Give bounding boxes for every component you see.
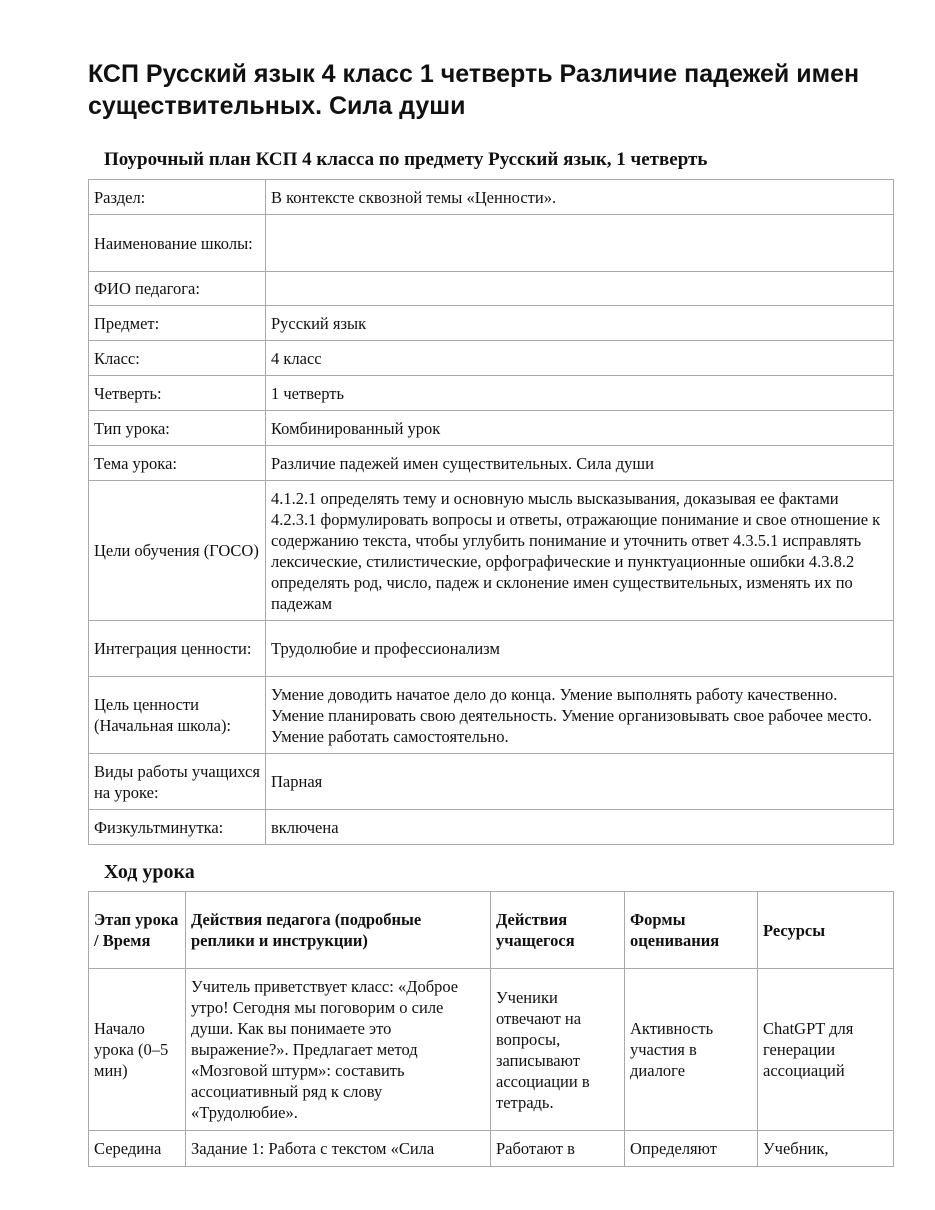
row-label: Физкультминутка:	[89, 810, 266, 845]
teacher-actions-cell: Учитель приветствует класс: «Доброе утро! Сегодня мы поговорим о силе души. Как вы понимаете это выражение?». Предлагает метод «Мозговой штурм»: составить ассоциативный ряд к слову «Трудолюбие».	[186, 969, 491, 1131]
table-row	[89, 411, 894, 446]
table-row	[89, 1131, 894, 1167]
table-row	[89, 376, 894, 411]
table-row	[89, 754, 894, 810]
table-row	[89, 677, 894, 754]
lesson-heading: Ход урока	[104, 861, 195, 883]
table-row	[89, 481, 894, 621]
table-row	[89, 969, 894, 1131]
column-header-assessment: Формы оценивания	[625, 892, 758, 969]
row-value: Трудолюбие и профессионализм	[266, 621, 894, 677]
row-value: Комбинированный урок	[266, 411, 894, 446]
row-label: Предмет:	[89, 306, 266, 341]
row-label: Виды работы учащихся на уроке:	[89, 754, 266, 810]
row-label: Интеграция ценности:	[89, 621, 266, 677]
resources-cell: Учебник,	[758, 1131, 894, 1167]
column-header-stage: Этап урока / Время	[89, 892, 186, 969]
table-row	[89, 180, 894, 215]
row-label: Тема урока:	[89, 446, 266, 481]
row-value	[266, 272, 894, 306]
teacher-actions-cell: Задание 1: Работа с текстом «Сила	[186, 1131, 491, 1167]
lesson-flow-table	[88, 891, 894, 1167]
row-value: 1 четверть	[266, 376, 894, 411]
table-row	[89, 306, 894, 341]
row-label: Четверть:	[89, 376, 266, 411]
table-row	[89, 446, 894, 481]
table-header-row	[89, 892, 894, 969]
table-row	[89, 272, 894, 306]
row-value: включена	[266, 810, 894, 845]
row-label: Наименование школы:	[89, 215, 266, 272]
column-header-resources: Ресурсы	[758, 892, 894, 969]
plan-heading: Поурочный план КСП 4 класса по предмету Русский язык, 1 четверть	[104, 149, 708, 170]
column-header-teacher-actions: Действия педагога (подробные реплики и инструкции)	[186, 892, 491, 969]
row-label: Тип урока:	[89, 411, 266, 446]
resources-cell: ChatGPT для генерации ассоциаций	[758, 969, 894, 1131]
row-value: Парная	[266, 754, 894, 810]
row-value: 4 класс	[266, 341, 894, 376]
row-value: Умение доводить начатое дело до конца. Умение выполнять работу качественно. Умение планировать свою деятельность. Умение организовывать свое рабочее место. Умение работать самостоятельно.	[266, 677, 894, 754]
assessment-cell: Определяют	[625, 1131, 758, 1167]
row-label: ФИО педагога:	[89, 272, 266, 306]
row-value: В контексте сквозной темы «Ценности».	[266, 180, 894, 215]
row-label: Раздел:	[89, 180, 266, 215]
table-row	[89, 215, 894, 272]
stage-cell: Начало урока (0–5 мин)	[89, 969, 186, 1131]
student-actions-cell: Ученики отвечают на вопросы, записывают ассоциации в тетрадь.	[491, 969, 625, 1131]
lesson-info-table	[88, 179, 894, 845]
table-row	[89, 621, 894, 677]
row-value: Русский язык	[266, 306, 894, 341]
row-label: Класс:	[89, 341, 266, 376]
row-label: Цели обучения (ГОСО)	[89, 481, 266, 621]
column-header-student-actions: Действия учащегося	[491, 892, 625, 969]
row-value: Различие падежей имен существительных. Сила души	[266, 446, 894, 481]
student-actions-cell: Работают в	[491, 1131, 625, 1167]
stage-cell: Середина	[89, 1131, 186, 1167]
table-row	[89, 810, 894, 845]
row-value	[266, 215, 894, 272]
assessment-cell: Активность участия в диалоге	[625, 969, 758, 1131]
row-label: Цель ценности (Начальная школа):	[89, 677, 266, 754]
table-row	[89, 341, 894, 376]
document-title: КСП Русский язык 4 класс 1 четверть Различие падежей имен существительных. Сила души	[88, 60, 860, 120]
row-value: 4.1.2.1 определять тему и основную мысль высказывания, доказывая ее фактами 4.2.3.1 формулировать вопросы и ответы, отражающие понимание и свое отношение к содержанию текста, чтобы углубить понимание и уточнить ответ 4.3.5.1 исправлять лексические, стилистические, орфографические и пунктуационные ошибки 4.3.8.2 определять род, число, падеж и склонение имен существительных, изменять их по падежам	[266, 481, 894, 621]
